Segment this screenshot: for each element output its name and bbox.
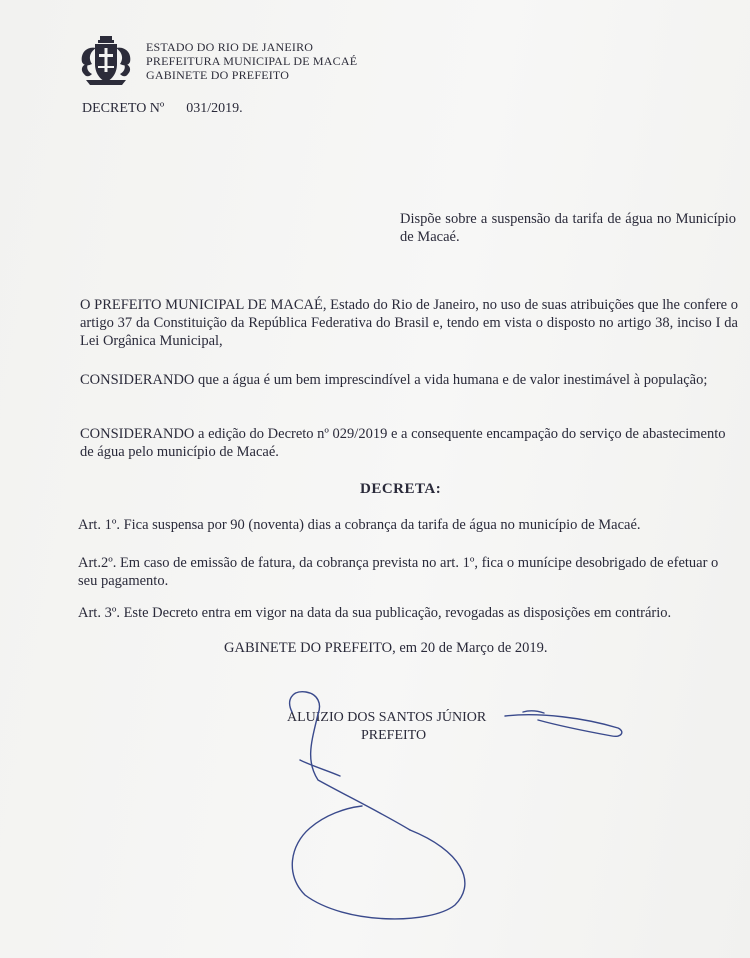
whereas-paragraph-2: CONSIDERANDO a edição do Decreto nº 029/2019 e a consequente encampação do serviço de abastecimento de água pelo município de Macaé. (80, 426, 726, 460)
letterhead-municipality: PREFEITURA MUNICIPAL DE MACAÉ (146, 54, 358, 68)
signer-title: PREFEITO (361, 728, 427, 743)
letterhead-office: GABINETE DO PREFEITO (146, 68, 290, 82)
article-3: Art. 3º. Este Decreto entra em vigor na data da sua publicação, revogadas as disposições em contrário. (78, 605, 672, 621)
preamble-paragraph: O PREFEITO MUNICIPAL DE MACAÉ, Estado do Rio de Janeiro, no uso de suas atribuições que lhe confere o artigo 37 da Constituição da República Federativa do Brasil e, tendo em vista o disposto no artigo 38, inciso I da Lei Orgânica Municipal, (80, 297, 738, 349)
decree-number-value: 031/2019. (186, 101, 243, 116)
article-2: Art.2º. Em caso de emissão de fatura, da cobrança prevista no art. 1º, fica o munícipe desobrigado de efetuar o seu pagamento. (78, 555, 719, 589)
decrees-heading: DECRETA: (360, 481, 442, 497)
letterhead (146, 40, 357, 82)
signer-name: ALUIZIO DOS SANTOS JÚNIOR (287, 710, 487, 725)
decree-number (82, 101, 243, 117)
whereas-paragraph-1: CONSIDERANDO que a água é um bem imprescindível a vida humana e de valor inestimável à população; (80, 372, 708, 388)
decree-label: DECRETO Nº (82, 101, 165, 116)
article-1: Art. 1º. Fica suspensa por 90 (noventa) dias a cobrança da tarifa de água no município de Macaé. (78, 517, 641, 533)
letterhead-state: ESTADO DO RIO DE JANEIRO (146, 40, 314, 54)
coat-of-arms-icon (78, 34, 134, 86)
closing-place-date: GABINETE DO PREFEITO, em 20 de Março de 2019. (224, 640, 548, 656)
decree-summary: Dispõe sobre a suspensão da tarifa de água no Município de Macaé. (400, 211, 736, 245)
